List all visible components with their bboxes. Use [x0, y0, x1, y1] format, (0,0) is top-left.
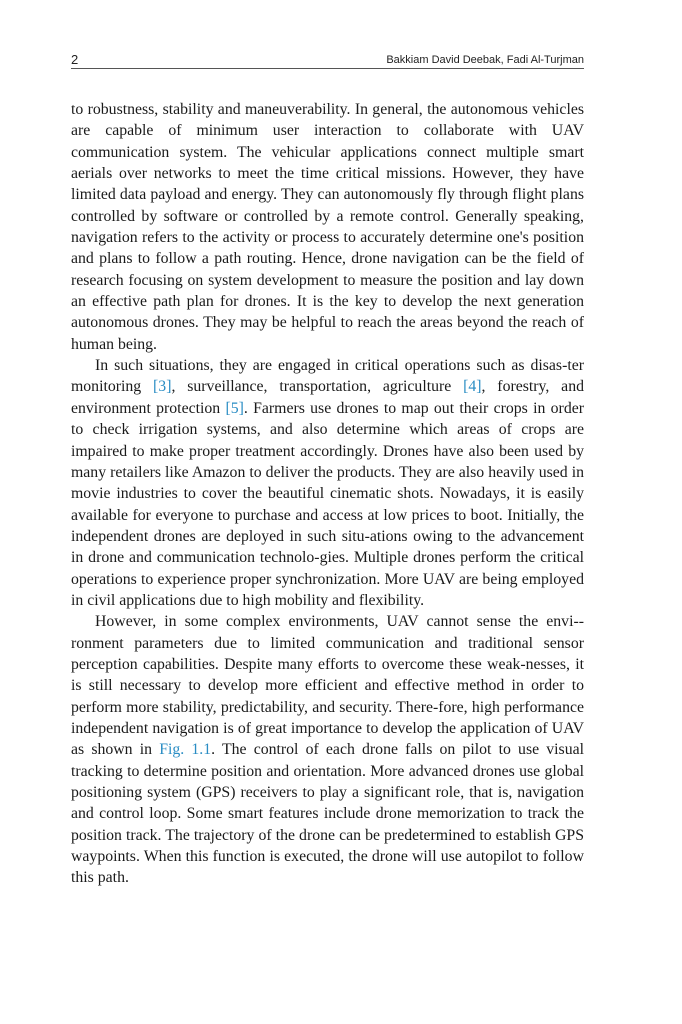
- paragraph-text: to robustness, stability and maneuverability. In general, the autonomous vehicles are capable of minimum user interaction to collaborate with UAV communication system. The vehicular applications connect multiple smart aerials over networks to meet the time critical missions. However, they have limited data payload and energy. They can autonomously fly through flight plans controlled by software or controlled by a remote control. Generally speaking, navigation refers to the activity or process to accurately determine one's position and plans to follow a path routing. Hence, drone navigation can be the field of research focusing on system development to measure the position and lay down an effective path plan for drones. It is the key to develop the next generation autonomous drones. They may be helpful to reach the areas beyond the reach of human being.: [71, 101, 584, 353]
- paragraph-text: In such situations, they are engaged in critical operations such as disas-ter monitoring: [71, 357, 584, 396]
- running-header: [71, 52, 584, 69]
- citation-link-3[interactable]: [3]: [153, 378, 172, 396]
- figure-link-1-1[interactable]: Fig. 1.1: [159, 741, 212, 759]
- paragraph-text: , surveillance, transportation, agriculture: [171, 378, 464, 396]
- paragraph-2: [71, 355, 584, 611]
- citation-link-4[interactable]: [4]: [463, 378, 482, 396]
- paragraph-1: [71, 99, 584, 355]
- paragraph-3: [71, 611, 584, 888]
- page-number: 2: [71, 52, 79, 67]
- paragraph-text: However, in some complex environments, UAV cannot sense the envi-ronment parameters due to limited communication and traditional sensor perception capabilities. Despite many efforts to overcome these weak-nesses, it is still necessary to develop more efficient and effective method in order to perform more stability, predictability, and security. There-fore, high performance independent navigation is of great importance to develop the application of UAV as shown in: [71, 613, 584, 759]
- header-authors: Bakkiam David Deebak, Fadi Al-Turjman: [386, 54, 584, 66]
- paragraph-text: , forestry, and environment protection: [71, 378, 584, 417]
- paragraph-text: . Farmers use drones to map out their crops in order to check irrigation systems, and also determine which areas of crops are impaired to make proper treatment accordingly. Drones have also been used by many retailers like Amazon to deliver the products. They are also heavily used in movie industries to cover the beautiful cinematic shots. Nowadays, it is easily available for everyone to purchase and access at low prices to boot. Initially, the independent drones are deployed in such situ-ations owing to the advancement in drone and communication technolo-gies. Multiple drones perform the critical operations to experience proper synchronization. More UAV are being employed in civil applications due to high mobility and flexibility.: [71, 399, 584, 609]
- body-text: [71, 99, 584, 889]
- citation-link-5[interactable]: [5]: [225, 399, 244, 417]
- paragraph-text: . The control of each drone falls on pilot to use visual tracking to determine position and orientation. More advanced drones use global positioning system (GPS) receivers to play a significant role, that is, navigation and control loop. Some smart features include drone memorization to track the position track. The trajectory of the drone can be predetermined to establish GPS waypoints. When this function is executed, the drone will use autopilot to follow this path.: [71, 741, 585, 887]
